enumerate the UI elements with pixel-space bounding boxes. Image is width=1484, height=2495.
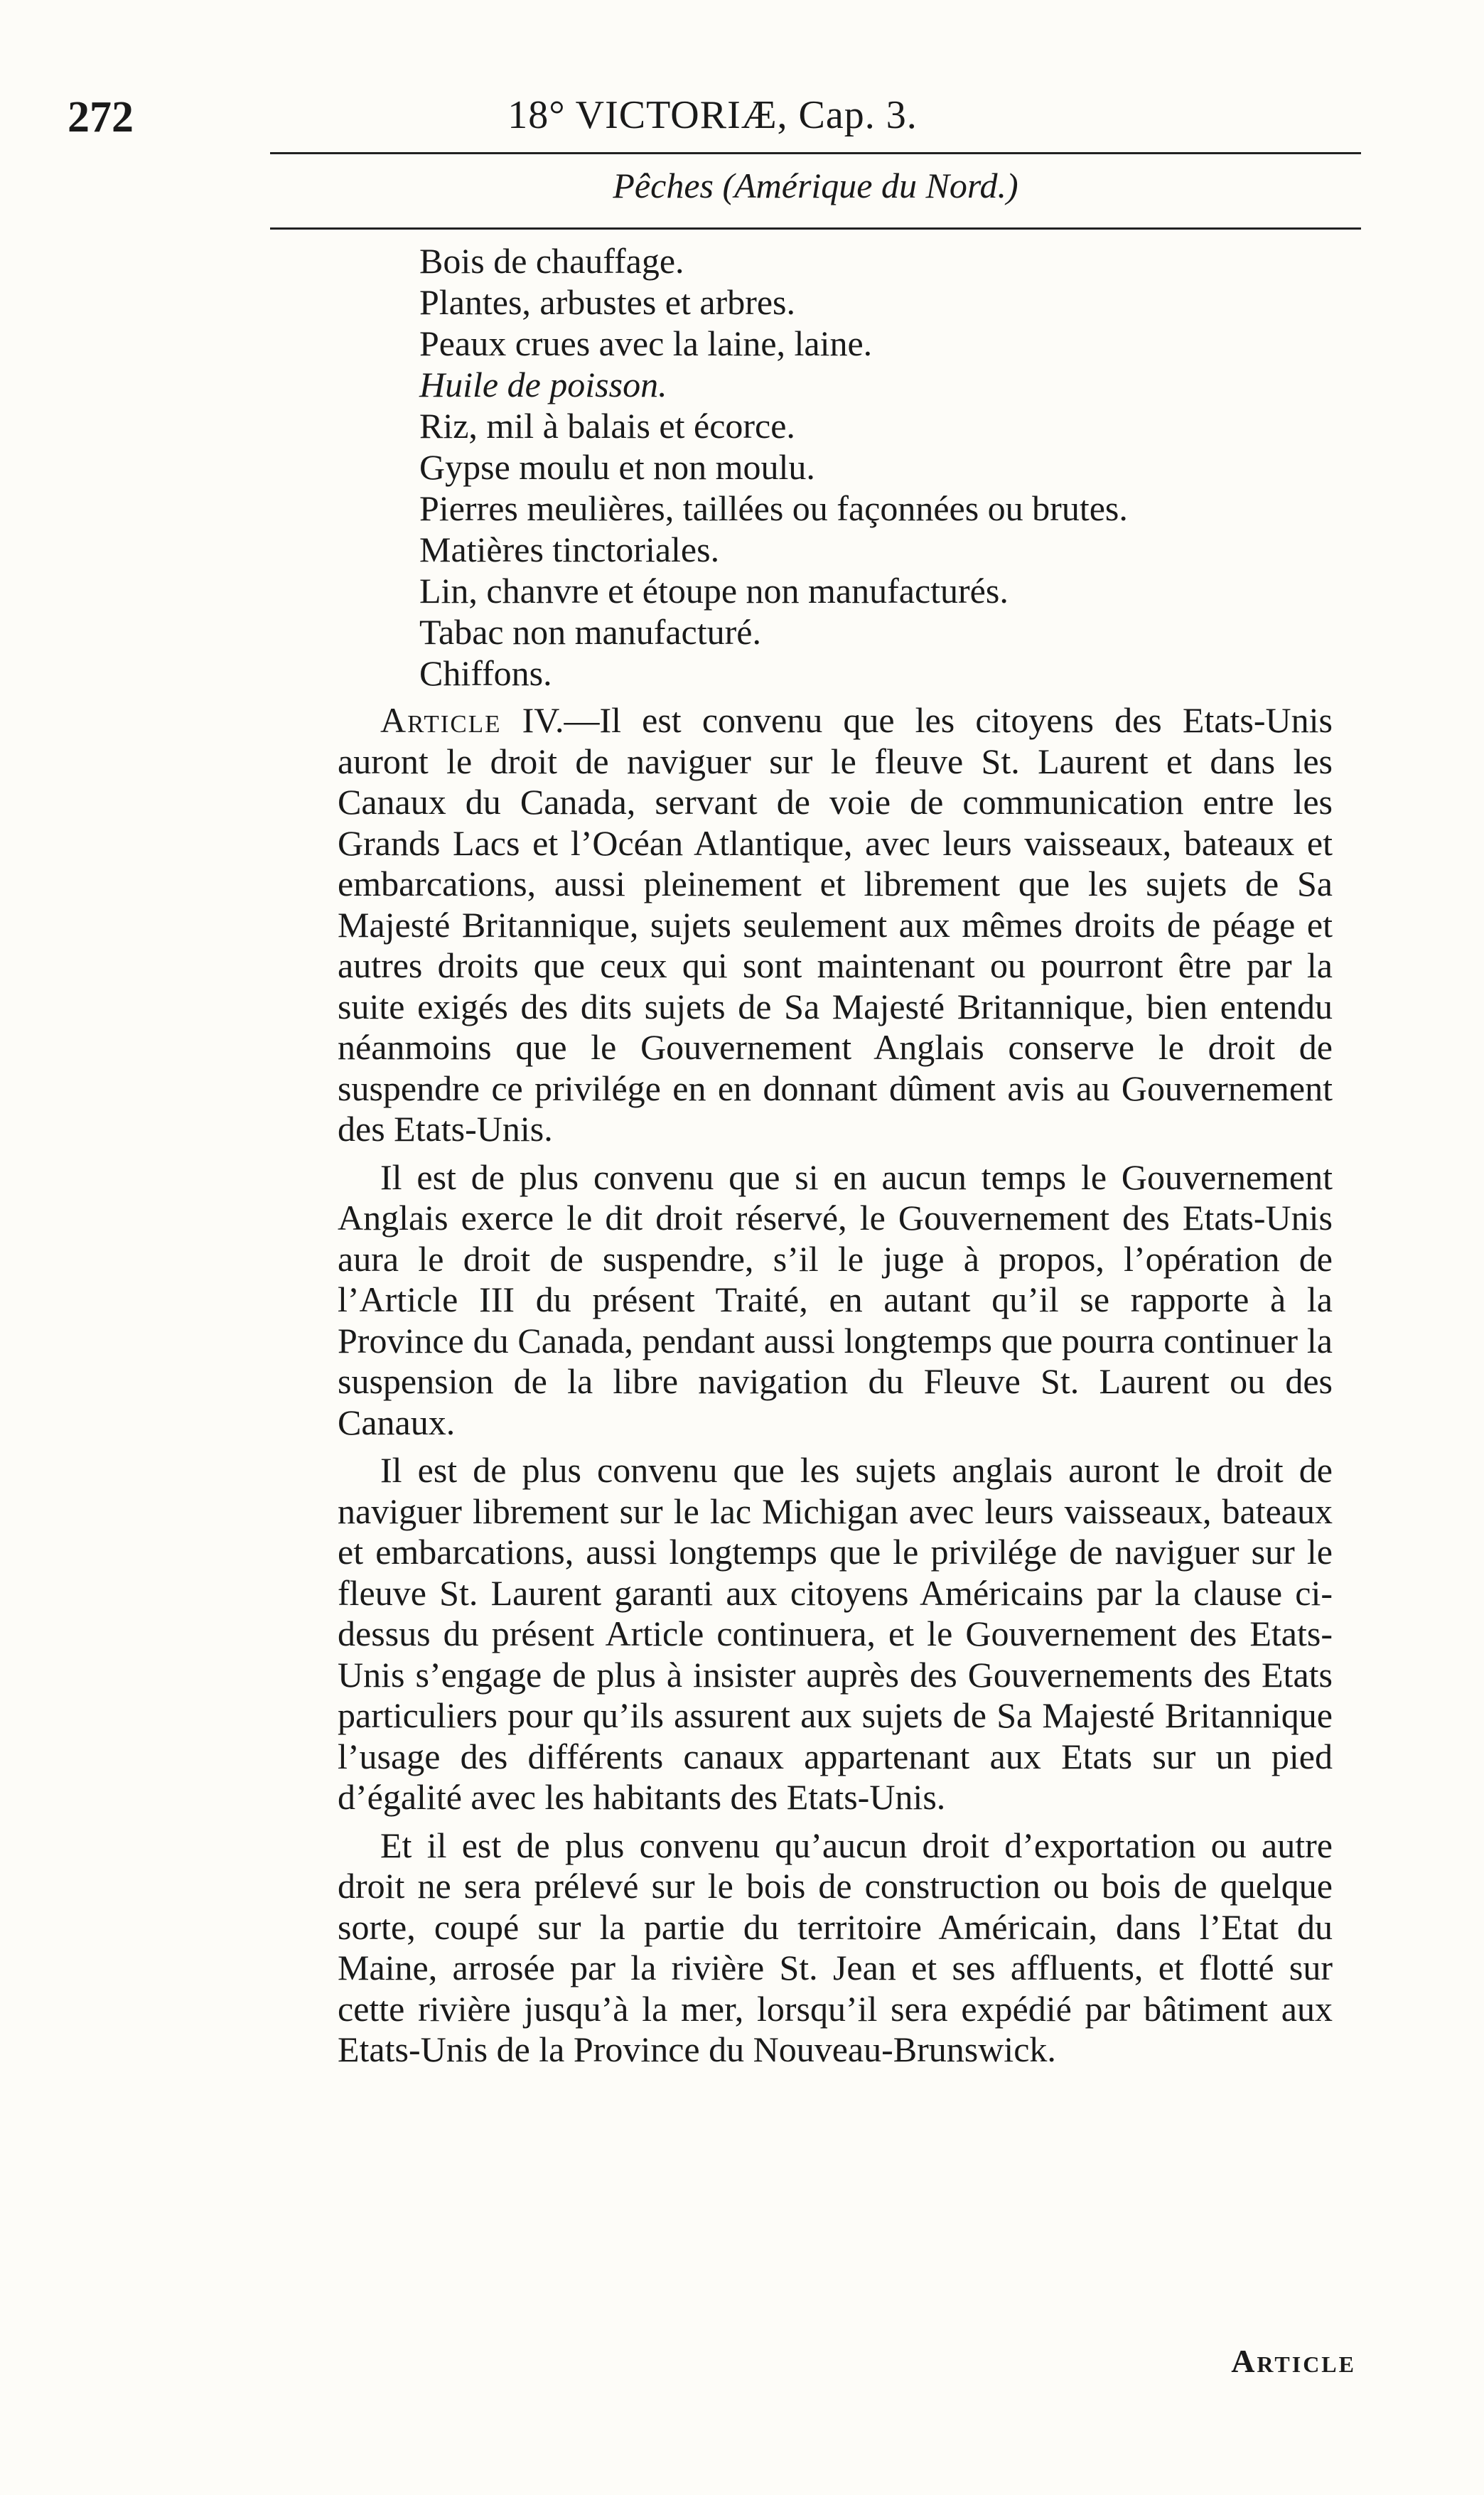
running-title: 18° VICTORIÆ, Cap. 3. [507, 93, 918, 137]
paragraph: Il est de plus convenu que si en aucun temps le Gouvernement Anglais exerce le dit droit réservé, le Gouvernement des Etats-Unis aura le droit de suspendre, s’il le juge à propos, l’opération de l’Article III du présent Traité, en autant qu’il se rapporte à la Province du Canada, pendant aussi longtemps que pourra continuer la suspension de la libre navigation du Fleuve St. Laurent ou des Canaux. [338, 1157, 1333, 1442]
list-item: Chiffons. [419, 653, 552, 693]
article-label: Article [380, 700, 502, 740]
section-subtitle: Pêches (Amérique du Nord.) [613, 166, 1018, 205]
paragraph: Et il est de plus convenu qu’aucun droit d’exportation ou autre droit ne sera prélevé sur le bois de construction ou bois de quelque sorte, coupé sur la partie du territoire Américain, dans l’Etat du Maine, arrosée par la rivière St. Jean et ses affluents, et flotté sur cette rivière jusqu’à la mer, lorsqu’il sera expédié par bâtiment aux Etats-Unis de la Province du Nouveau-Brunswick. [338, 1825, 1333, 2069]
header-rule-bottom [270, 227, 1361, 230]
paragraph-article-iv [338, 700, 1333, 1150]
list-item: Lin, chanvre et étoupe non manufacturés. [419, 571, 1009, 611]
list-item: Huile de poisson. [419, 365, 667, 404]
list-item: Pierres meulières, taillées ou façonnées ou brutes. [419, 488, 1128, 528]
list-item: Riz, mil à balais et écorce. [419, 406, 795, 446]
paragraph: Il est de plus convenu que les sujets anglais auront le droit de naviguer librement sur le lac Michigan avec leurs vaisseaux, bateaux et embarcations, aussi longtemps que le privilége de naviguer sur le fleuve St. Laurent garanti aux citoyens Américains par la clause ci-dessus du présent Article continuera, et le Gouvernement des Etats-Unis s’engage de plus à insister auprès des Gouvernements des Etats particuliers pour qu’ils assurent aux sujets de Sa Majesté Britannique l’usage des différents canaux appartenant aux Etats sur un pied d’égalité avec les habitants des Etats-Unis. [338, 1450, 1333, 1817]
list-item: Tabac non manufacturé. [419, 612, 761, 652]
article-body [338, 700, 1333, 2078]
header-rule-top [270, 152, 1361, 154]
list-item: Gypse moulu et non moulu. [419, 447, 815, 487]
list-item: Peaux crues avec la laine, laine. [419, 323, 873, 363]
list-item: Bois de chauffage. [419, 241, 684, 281]
goods-list [419, 240, 1357, 694]
list-item: Matières tinctoriales. [419, 530, 720, 569]
page-header [68, 78, 1357, 142]
paragraph-text: IV.—Il est convenu que les citoyens des Etats-Unis auront le droit de naviguer sur le fleuve St. Laurent et dans les Canaux du Canada, servant de voie de communication entre les Grands Lacs et l’Océan Atlantique, avec leurs vaisseaux, bateaux et embarcations, aussi pleinement et librement que les sujets de Sa Majesté Britannique, sujets seulement aux mêmes droits de péage et autres droits que ceux qui sont maintenant ou pourront être par la suite exigés des dits sujets de Sa Majesté Britannique, bien entendu néanmoins que le Gouvernement Anglais conserve le droit de suspendre ce privilége en en donnant dûment avis au Gouvernement des Etats-Unis. [338, 700, 1333, 1149]
catchword: Article [1231, 2343, 1356, 2379]
page-number: 272 [68, 93, 134, 141]
list-item: Plantes, arbustes et arbres. [419, 282, 796, 322]
